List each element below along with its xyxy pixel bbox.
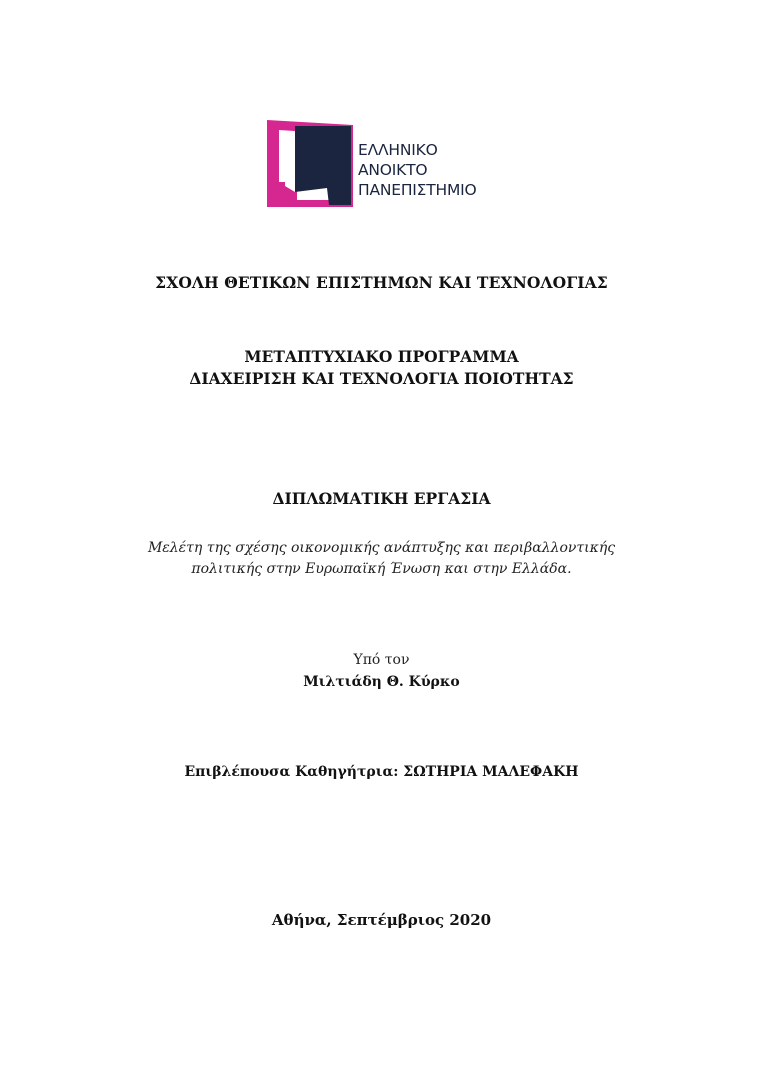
thesis-title: [0, 538, 763, 580]
thesis-type: ΔΙΠΛΩΜΑΤΙΚΗ ΕΡΓΑΣΙΑ: [272, 489, 491, 508]
author-name: Μιλτιάδη Θ. Κύρκο: [303, 674, 460, 690]
program-block: [0, 346, 763, 390]
place-date: Αθήνα, Σεπτέμβριος 2020: [271, 911, 492, 929]
supervisor-line: Επιβλέπουσα Καθηγήτρια: ΣΩΤΗΡΙΑ ΜΑΛΕΦΑΚΗ: [184, 764, 579, 780]
logo-mark-icon: [267, 120, 357, 212]
program-line-2: ΔΙΑΧΕΙΡΙΣΗ ΚΑΙ ΤΕΧΝΟΛΟΓΙΑ ΠΟΙΟΤΗΤΑΣ: [189, 369, 574, 388]
author-label: Υπό τον: [353, 652, 410, 668]
logo-line-3: ΠΑΝΕΠΙΣΤΗΜΙΟ: [358, 181, 477, 199]
logo-line-1: ΕΛΛΗΝΙΚΟ: [358, 141, 438, 159]
program-line-1: ΜΕΤΑΠΤΥΧΙΑΚΟ ΠΡΟΓΡΑΜΜΑ: [244, 347, 519, 366]
school-name: ΣΧΟΛΗ ΘΕΤΙΚΩΝ ΕΠΙΣΤΗΜΩΝ ΚΑΙ ΤΕΧΝΟΛΟΓΙΑΣ: [155, 273, 608, 292]
thesis-title-line-1: Μελέτη της σχέσης οικονομικής ανάπτυξης και περιβαλλοντικής: [147, 540, 616, 556]
thesis-title-line-2: πολιτικής στην Ευρωπαϊκή Ένωση και στην Ελλάδα.: [191, 561, 572, 577]
logo-wordmark: [358, 140, 477, 200]
logo-line-2: ΑΝΟΙΚΤΟ: [358, 161, 428, 179]
university-logo: [267, 120, 507, 212]
